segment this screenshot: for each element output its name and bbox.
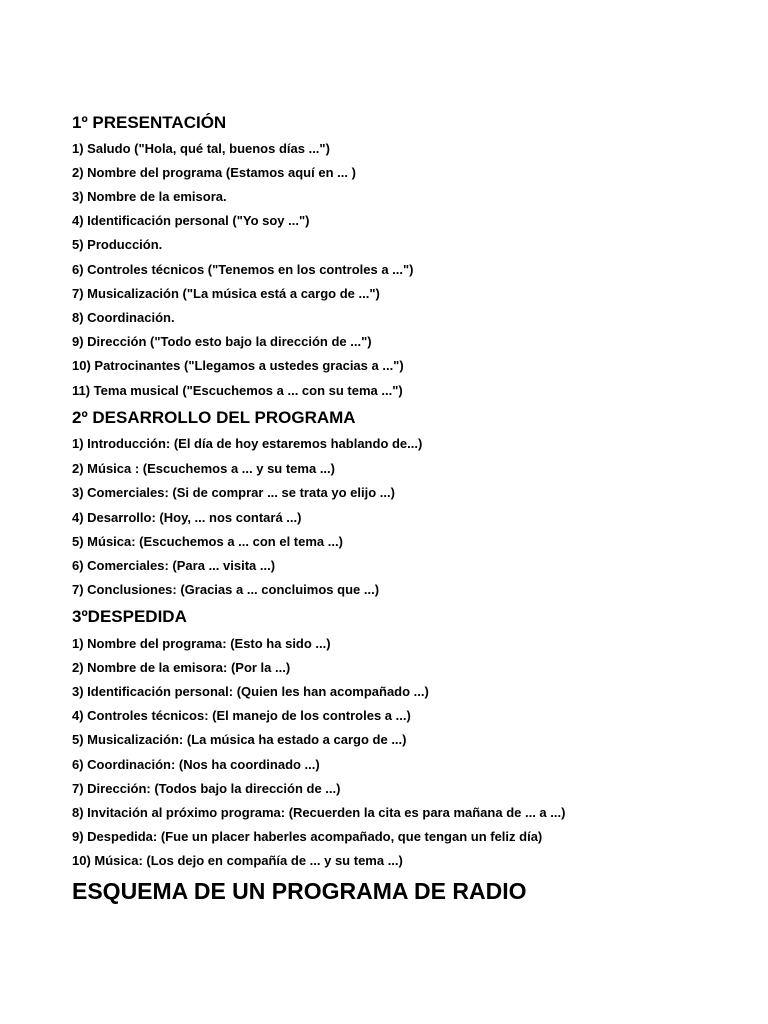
list-item: 4) Identificación personal ("Yo soy ...") [72, 213, 310, 228]
list-item: 5) Musicalización: (La música ha estado a cargo de ...) [72, 732, 407, 747]
list-item: 3) Comerciales: (Si de comprar ... se trata yo elijo ...) [72, 485, 395, 500]
list-item: 6) Coordinación: (Nos ha coordinado ...) [72, 757, 320, 772]
list-item: 10) Música: (Los dejo en compañía de ... y su tema ...) [72, 853, 403, 868]
list-item: 11) Tema musical ("Escuchemos a ... con su tema ...") [72, 383, 403, 398]
document-title: ESQUEMA DE UN PROGRAMA DE RADIO [72, 878, 527, 904]
list-item: 4) Controles técnicos: (El manejo de los controles a ...) [72, 708, 411, 723]
list-item: 1) Saludo ("Hola, qué tal, buenos días ...") [72, 141, 330, 156]
list-item: 5) Producción. [72, 237, 163, 252]
section-heading-desarrollo: 2º DESARROLLO DEL PROGRAMA [72, 408, 356, 427]
list-item: 10) Patrocinantes ("Llegamos a ustedes gracias a ...") [72, 358, 404, 373]
list-item: 7) Musicalización ("La música está a cargo de ...") [72, 286, 380, 301]
list-item: 2) Música : (Escuchemos a ... y su tema ...) [72, 461, 335, 476]
list-item: 5) Música: (Escuchemos a ... con el tema ...) [72, 534, 343, 549]
list-item: 1) Introducción: (El día de hoy estaremos hablando de...) [72, 436, 423, 451]
list-item: 3) Identificación personal: (Quien les han acompañado ...) [72, 684, 429, 699]
list-item: 2) Nombre del programa (Estamos aquí en ... ) [72, 165, 356, 180]
list-item: 9) Dirección ("Todo esto bajo la dirección de ...") [72, 334, 372, 349]
list-item: 3) Nombre de la emisora. [72, 189, 227, 204]
section-heading-presentacion: 1º PRESENTACIÓN [72, 113, 227, 132]
section-heading-despedida: 3ºDESPEDIDA [72, 607, 187, 626]
list-item: 6) Comerciales: (Para ... visita ...) [72, 558, 276, 573]
list-item: 6) Controles técnicos ("Tenemos en los controles a ...") [72, 262, 414, 277]
list-item: 4) Desarrollo: (Hoy, ... nos contará ...) [72, 510, 302, 525]
list-item: 8) Coordinación. [72, 310, 175, 325]
list-item: 8) Invitación al próximo programa: (Recuerden la cita es para mañana de ... a ...) [72, 805, 566, 820]
list-item: 1) Nombre del programa: (Esto ha sido ...) [72, 636, 331, 651]
list-item: 7) Conclusiones: (Gracias a ... concluimos que ...) [72, 582, 380, 597]
list-item: 7) Dirección: (Todos bajo la dirección de ...) [72, 781, 341, 796]
list-item: 9) Despedida: (Fue un placer haberles acompañado, que tengan un feliz día) [72, 829, 543, 844]
list-item: 2) Nombre de la emisora: (Por la ...) [72, 660, 291, 675]
